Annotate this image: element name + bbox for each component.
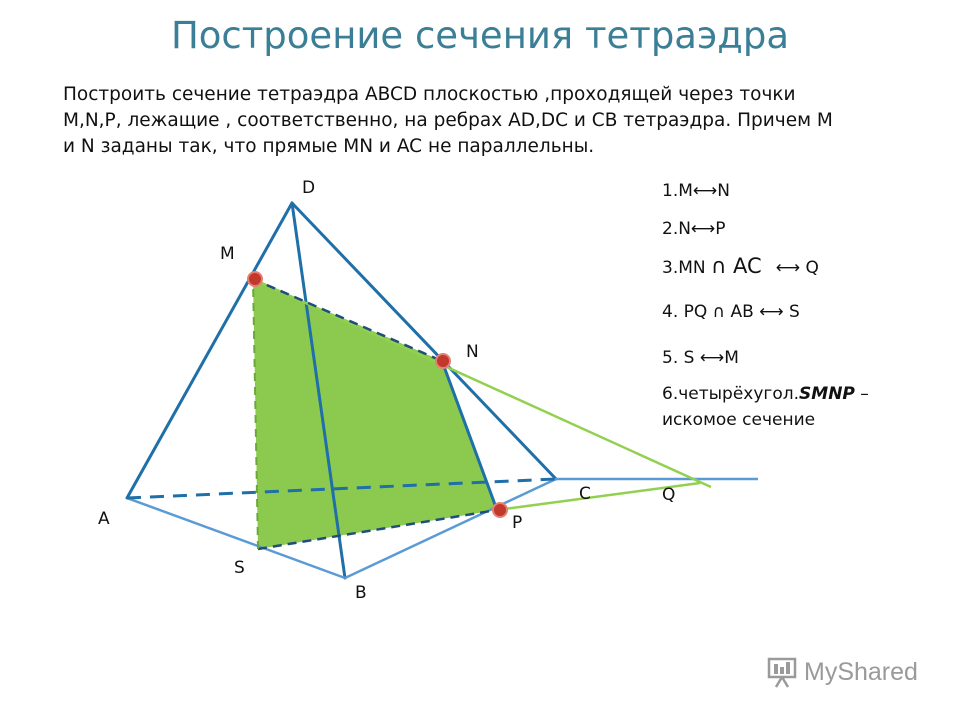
label-q: Q [662, 485, 676, 505]
point-n [436, 354, 450, 368]
label-m: M [220, 244, 235, 264]
problem-line-2: M,N,P, лежащие , соответственно, на ребрах AD,DC и CB тетраэдра. Причем M [63, 110, 833, 131]
label-a: A [98, 509, 110, 529]
label-c: C [579, 484, 591, 504]
label-n: N [466, 342, 479, 362]
step-1: 1.M⟷N [662, 181, 730, 201]
problem-line-1: Построить сечение тетраэдра ABCD плоскостью ,проходящей через точки [63, 84, 796, 105]
step-3-part-a: 3.MN [662, 258, 712, 278]
step-6 [662, 381, 869, 433]
step-6-part-a: 6.четырёхугол. [662, 384, 800, 404]
page-title: Построение сечения тетраэдра [170, 14, 790, 57]
problem-line-3: и N заданы так, что прямые MN и AC не параллельны. [63, 136, 595, 157]
step-3-part-b: ∩ AC [711, 254, 762, 278]
logo-text: MyShared [804, 658, 918, 686]
label-d: D [302, 178, 316, 198]
label-b: B [355, 583, 367, 603]
step-5: 5. S ⟷M [662, 348, 739, 368]
step-4: 4. PQ ∩ AB ⟷ S [662, 302, 800, 322]
label-s: S [234, 558, 245, 578]
step-3 [662, 254, 819, 278]
presentation-icon [766, 656, 800, 690]
step-6-part-b: SMNP [799, 384, 855, 404]
label-p: P [512, 513, 523, 533]
point-p [493, 503, 507, 517]
step-6-part-c: – [854, 384, 869, 404]
step-3-part-c: ⟷ Q [775, 258, 819, 278]
myshared-logo [766, 656, 926, 690]
step-6-part-d: искомое сечение [662, 410, 816, 430]
point-m [248, 272, 262, 286]
step-2: 2.N⟷P [662, 219, 726, 239]
